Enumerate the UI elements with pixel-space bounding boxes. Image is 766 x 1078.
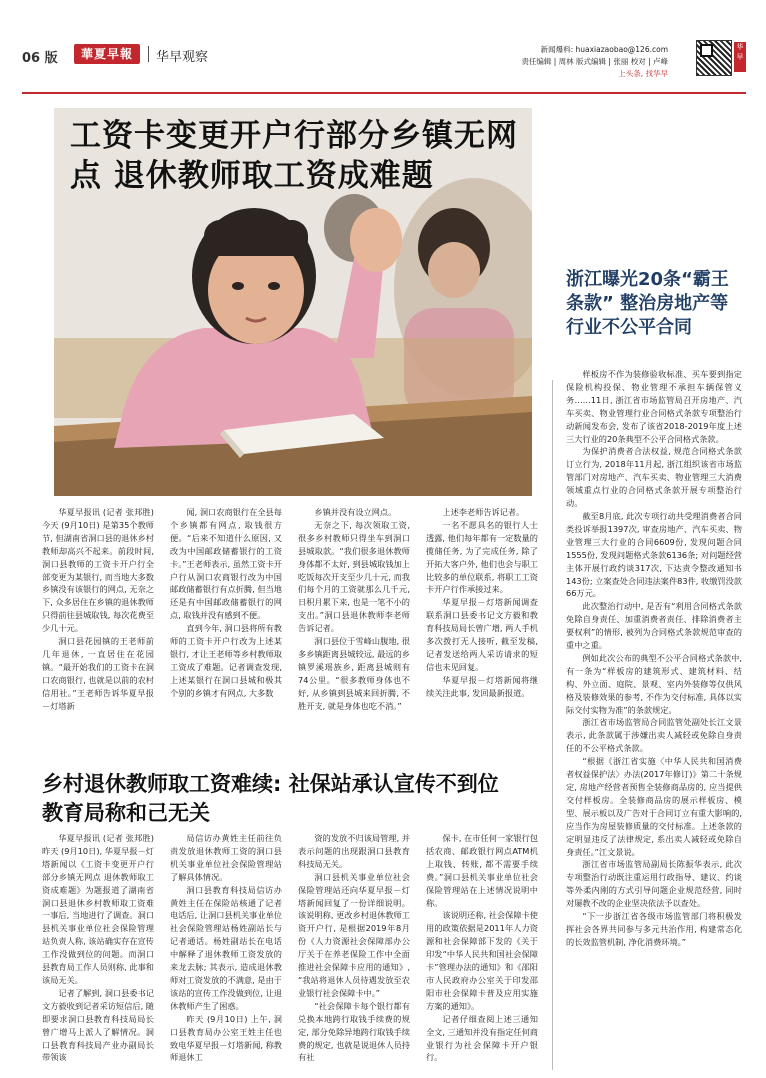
story2-paragraph: 洞口县教育科技局信访办黄姓主任在保险站核通了记者电话后, 让洞口县机关事业单位社会保险管理站杨姓副站长与记者通话。杨姓副站长在电话中解释了退休教师工资发放的来龙去脉; 其表示, 造成退休教师对工资发放的不满意, 是由于该站的宣传工作没做到位, 让退休教师产生了困惑。 [170,884,282,1011]
story2-paragraph: 昨天 (9月10日) 上午, 洞口县教育局办公室王姓主任也致电华夏早报－灯塔新闻, 称教师退休工 [170,1013,282,1063]
sidebar-paragraph: 截至8月底, 此次专项行动共受理消费者合同类投诉举报1397次, 审查房地产、汽车买卖、物业管理三大行业的合同6609份, 发现问题合同1555份, 发现问题格式条款6136条; 对问题经营主体开展行政约谈317次, 下达责令整改通知书143份; 立案查处合同违法案件83件, 收缴罚没款66万元。 [566,510,742,599]
badge: 华早 [734,42,746,72]
news-tip-line: 新闻爆料: huaxiazaobao@126.com [540,45,668,54]
story1-paragraph: 直到今年, 洞口县将所有教师的工资卡开户行改为上述某银行, 才让王老师等乡村教师取工资成了难题。记者调查发现, 上述某银行在洞口县城和极其个别的乡镇才有网点, 大多数 [170,623,282,698]
story1-paragraph: 乡镇并没有设立网点。 [314,507,397,517]
story2-paragraph: 华夏早报讯 (记者 张邦胜) 昨天 (9月10日), 华夏早报－灯塔新闻以《工资卡变更开户行部分乡镇无网点 退休教师取工资成难题》为题报道了湖南省洞口县退休乡村教师取工资难一事后, 当地进行了调查。洞口县机关事业单位社会保险管理站负责人称, 该站确实存在宣传工作没做到位的问题。而洞口县教育局工作人员则称, 此事和该局无关。 [42,833,154,985]
story2-paragraph: 该说明还称, 社会保障卡使用的政策依据是2011年人力资源和社会保障部下发的《关于印发“中华人民共和国社会保障卡”管理办法的通知》和《邵阳市人民政府办公室关于印发邵阳市社会保障卡普及应用实施方案的通知》。 [426,910,538,1011]
story1-column-2 [170,506,282,700]
story2-paragraph: 记者了解到, 洞口县委书记文方毅收到记者采访短信后, 随即要求洞口县教育科技局局长曾广增马上派人了解情况。洞口县教育科技局产业办副局长带领该 [42,987,154,1063]
sidebar-headline: 浙江曝光20条“霸王条款” 整治房地产等行业不公平合同 [566,269,729,338]
story2-column-2 [170,832,282,1064]
header-credits [468,44,668,80]
sidebar-article [566,368,742,949]
header-rule [22,92,746,94]
story2-paragraph: 保卡, 在市任何一家银行包括农商、邮政银行网点ATM机上取钱、转账, 都不需要手续费。”洞口县机关事业单位社会保险管理站在上述情况说明中称。 [426,833,538,908]
story1-column-1 [42,506,154,713]
sidebar-paragraph: 为保护消费者合法权益, 规范合同格式条款订立行为, 2018年11月起, 浙江组织该省市场监管部门对房地产、汽车买卖、物业管理三大消费领域重点行业的合同格式条款开展专项整治行动。 [566,446,742,509]
page-header [22,40,746,88]
story1-paragraph: 洞口县位于雪峰山腹地, 很多乡镇距离县城较远, 最远的乡镇罗溪瑶族乡, 距离县城则有74公里。“很多教师身体也不好, 从乡镇到县城来回折腾, 不胜开支, 就是身体也吃不消。” [298,636,410,711]
sidebar-paragraph: “下一步浙江省各级市场监管部门将积极发挥社会各界共同参与多元共治作用, 构建常态化的长效监管机制, 净化消费环境。” [566,911,742,947]
story2-paragraph: 局信访办黄姓主任前往负责发放退休教师工资的洞口县机关事业单位社会保险管理站了解具体情况。 [170,833,282,882]
story1-column-4 [426,506,538,700]
story1-paragraph: 上述李老师告诉记者。 [442,507,525,517]
sidebar-paragraph: 例如此次公布的典型不公平合同格式条款中, 有一条为“样板房的建筑形式、建筑材料、结构、外立面、庭院、景观、室内外装修等仅供风格及装修效果的参考, 不作为交付标准, 具体以实际交付实物为准”的条款规定。 [566,652,742,715]
section-name: 华早观察 [156,50,209,65]
story2-paragraph: 资的发放不归该局管理, 并表示问题的出现跟洞口县教育科技局无关。 [298,833,410,869]
header-divider [148,46,149,62]
second-headline: 乡村退休教师取工资难续: 社保站承认宣传不到位 教育局称和己无关 [42,772,499,825]
qr-code-icon [696,40,732,76]
story1-paragraph: 一名不愿具名的银行人士透露, 他们每年都有一定数量的揽储任务, 为了完成任务, 除了开拓大客户外, 他们也会与职工比较多的单位联系, 将职工工资卡开户行作承接过来。 [426,519,538,595]
story2-paragraph: “社会保障卡每个银行都有兑换本地跨行取钱手续费的规定, 部分免除异地跨行取钱手续费的规定, 也就是说退休人员持有社 [298,1000,410,1063]
story1-paragraph: 闻, 洞口农商银行在全县每个乡镇都有网点, 取钱很方便。“后来不知道什么原因, 又改为中国邮政储蓄银行的工资卡。”王老师表示, 虽然工资卡开户行从洞口农商银行改为中国邮政储蓄银行有点折腾, 但当地还是有中国邮政储蓄银行的网点, 取钱并没有感到不便。 [170,507,282,621]
story2-paragraph: 洞口县机关事业单位社会保险管理站还向华夏早报－灯塔新闻回复了一份详细说明。该说明称, 更改乡村退休教师工资开户行, 是根据2019年8月份《人力资源社会保障部办公厅关于在养老保险工作中全面推进社会保障卡应用的通知》, “我站将退休人员待遇发放至农业银行社会保障卡中。” [298,871,410,998]
story2-paragraph: 记者仔细查阅上述三通知全文, 三通知并没有指定任何商业银行为社会保障卡开户银行。 [426,1013,538,1063]
story2-column-3 [298,832,410,1064]
sidebar-paragraph: 浙江省市场监管局合同监管处副处长江文景表示, 此条款属于涉嫌出卖人减轻或免除自身责任的不公平格式条款。 [566,717,742,754]
story1-paragraph: 华夏早报－灯塔新闻调查联系洞口县委书记文方毅和教育科技局局长曾广增, 两人手机多次拨打无人接听, 截至发稿, 记者发送给两人采访请求的短信也未见回复。 [426,597,538,672]
slogan: 上头条, 找华早 [618,69,668,78]
page-number: 06 版 [22,51,58,66]
main-headline: 工资卡变更开户行部分乡镇无网点 退休教师取工资成难题 [70,118,518,194]
editors-line: 责任编辑 | 周林 版式编辑 | 张丽 校对 | 卢峰 [521,57,668,66]
story1-paragraph: 华夏早报－灯塔新闻将继续关注此事, 发回最新报道。 [426,674,538,698]
sidebar-paragraph: 此次整治行动中, 是否有“利用合同格式条款免除自身责任、加重消费者责任、排除消费者主要权利”的情形, 被列为合同格式条款规范审查的重中之重。 [566,601,742,651]
story1-paragraph: 华夏早报讯 (记者 张邦胜) 今天 (9月10日) 是第35个教师节, 但湖南省洞口县的退休乡村教师却高兴不起来。前段时间, 洞口县教师的工资卡开户行全部变更为某银行, 而当地大多数乡镇没有该银行的网点, 无奈之下, 众多居住在乡镇的退休教师只得前往县城取钱, 每次花费至少几十元。 [42,507,154,634]
sidebar-paragraph: 浙江省市场监管局副局长陈振华表示, 此次专项整治行动既注重运用行政指导、建议、约谈等外柔内刚的方式引导问题企业规范经营, 同时对屡教不改的企业坚决依法予以查处。 [566,859,742,909]
story1-paragraph: 洞口县花园镇的王老师前几年退休, 一直居住在花园镇。“最开始我们的工资卡在洞口农商银行, 也就是以前的农村信用社。”王老师告诉华夏早报－灯塔新 [42,636,154,711]
sidebar-paragraph: 样板房不作为装修验收标准、买车要到指定保险机构投保、物业管理不承担车辆保管义务……11日, 浙江省市场监管局召开房地产、汽车买卖、物业管理行业合同格式条款专项整治行动新闻发布会, 发布了该省2018-2019年度上述三大行业的20条典型不公平合同格式条款。 [566,369,742,444]
sidebar-paragraph: “根据《浙江省实施〈中华人民共和国消费者权益保护法〉办法(2017年修订)》第二十条规定, 房地产经营者预售全装修商品房的, 应当提供交付样板房。全装修商品房的展示样板房、模型、展示板以及广告对于合同订立有重大影响的, 应当作为房屋装修质量的交付标准。上述条款的定明显违反了法律规定, 系出卖人减轻或免除自身责任。”江文景说。 [566,756,742,857]
sidebar-divider [552,380,553,1070]
story2-column-4 [426,832,538,1064]
story1-column-3 [298,506,410,713]
newspaper-logo: 華夏早報 [74,44,140,64]
story1-paragraph: 无奈之下, 每次领取工资, 很多乡村教师只得坐车到洞口县城取款。“我们很多退休教师身体都不太好, 到县城取钱加上吃饭每次开支至少几十元, 而我们每个月的工资就那么几千元, 日积月累下来, 也是一笔不小的支出。”洞口县退休教师李老师告诉记者。 [298,519,410,634]
story2-column-1 [42,832,154,1064]
